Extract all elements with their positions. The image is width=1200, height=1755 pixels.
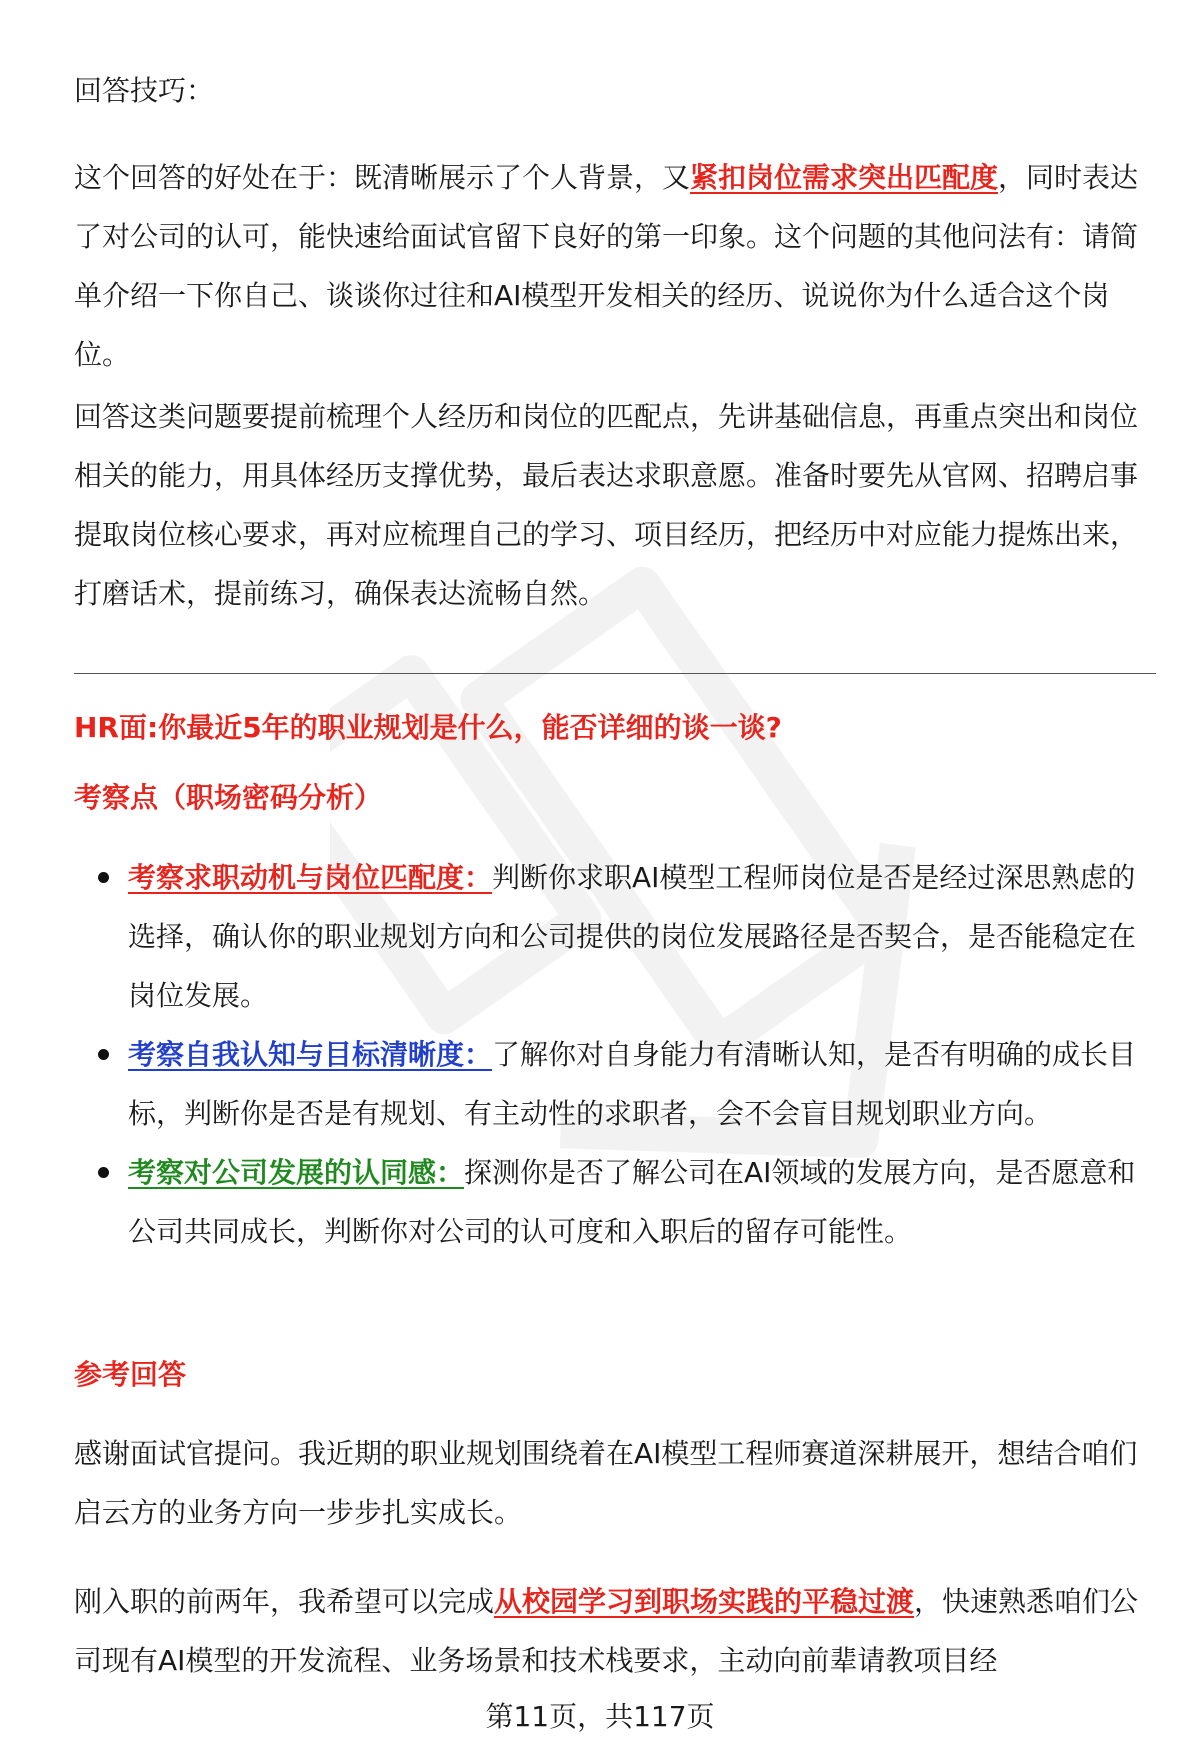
tips-text-after: ，同时表达了对公司的认可，能快速给面试官留下良好的第一印象。这个问题的其他问法有：请简单介绍一下你自己、谈谈你过往和AI模型开发相关的经历、说说你为什么适合这个岗位。: [74, 161, 1139, 371]
exam-point-text: 探测你是否了解公司在AI领域的发展方向，是否愿意和公司共同成长，判断你对公司的认可度和入职后的留存可能性。: [128, 1156, 1136, 1248]
exam-point-text: 了解你对自身能力有清晰认知，是否有明确的成长目标，判断你是否是有规划、有主动性的求职者，会不会盲目规划职业方向。: [128, 1038, 1137, 1130]
exam-point-label: 考察求职动机与岗位匹配度：: [128, 861, 493, 894]
exam-point-label: 考察自我认知与目标清晰度：: [128, 1038, 493, 1071]
exam-heading: 考察点（职场密码分析）: [74, 781, 383, 814]
method-paragraph: 回答这类问题要提前梳理个人经历和岗位的匹配点，先讲基础信息，再重点突出和岗位相关的能力，用具体经历支撑优势，最后表达求职意愿。准备时要先从官网、招聘启事提取岗位核心要求，再对应梳理自己的学习、项目经历，把经历中对应能力提炼出来，打磨话术，提前练习，确保表达流畅自然。: [74, 400, 1139, 610]
tips-highlight: 紧扣岗位需求突出匹配度: [690, 161, 999, 194]
reference-heading: 参考回答: [74, 1358, 187, 1391]
question-heading: HR面:你最近5年的职业规划是什么，能否详细的谈一谈?: [74, 711, 782, 744]
answer-paragraph-2: [74, 1572, 1152, 1690]
answer-text-after: ，快速熟悉咱们公司现有AI模型的开发流程、业务场景和技术栈要求，主动向前辈请教项目经: [74, 1585, 1139, 1677]
exam-point-text: 判断你求职AI模型工程师岗位是否是经过深思熟虑的选择，确认你的职业规划方向和公司提供的岗位发展路径是否契合，是否能稳定在岗位发展。: [128, 861, 1137, 1012]
exam-point-item: [74, 1143, 1156, 1261]
section-divider: [74, 673, 1156, 674]
bullet-icon: [98, 1049, 109, 1060]
answer-paragraph-1: 感谢面试官提问。我近期的职业规划围绕着在AI模型工程师赛道深耕展开，想结合咱们启云方的业务方向一步步扎实成长。: [74, 1437, 1138, 1529]
bullet-icon: [98, 872, 109, 883]
exam-point-label: 考察对公司发展的认同感：: [128, 1156, 465, 1189]
bullet-icon: [98, 1167, 109, 1178]
exam-points-list: [74, 848, 1156, 1261]
intro-label: 回答技巧：: [74, 74, 215, 107]
tips-text-before: 这个回答的好处在于：既清晰展示了个人背景，又: [74, 161, 691, 194]
tips-paragraph: [74, 148, 1152, 384]
page-number: 第11页，共117页: [485, 1700, 715, 1733]
exam-point-item: [74, 1025, 1156, 1143]
answer-highlight: 从校园学习到职场实践的平稳过渡: [494, 1585, 915, 1618]
exam-point-item: [74, 848, 1156, 1025]
answer-text-before: 刚入职的前两年，我希望可以完成: [74, 1585, 495, 1618]
